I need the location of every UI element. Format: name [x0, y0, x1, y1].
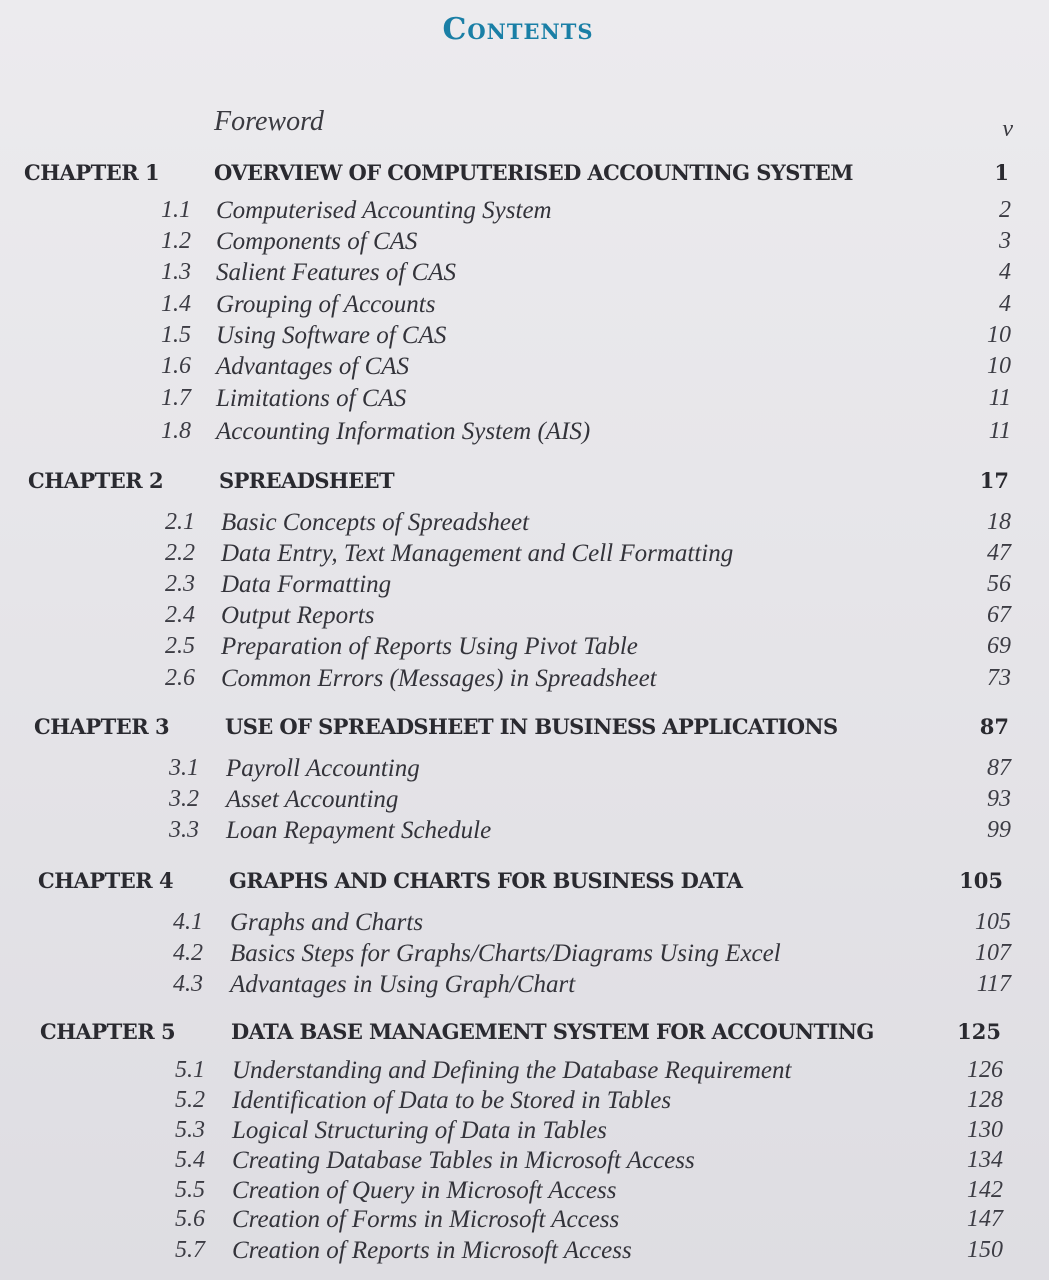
section-title: Identification of Data to be Stored in Tables [232, 1087, 672, 1114]
section-page: 107 [975, 940, 1011, 966]
section-number: 4.2 [173, 940, 203, 966]
page-title: Contents [442, 12, 594, 47]
section-page: 147 [967, 1206, 1003, 1232]
section-number: 1.5 [161, 322, 191, 348]
section-row [0, 385, 1049, 417]
section-number: 3.1 [169, 755, 199, 781]
section-row [0, 571, 1049, 603]
section-title: Output Reports [221, 602, 375, 629]
section-title: Advantages of CAS [216, 353, 410, 380]
chapter-row [0, 468, 1049, 500]
chapter-label: CHAPTER 4 [38, 868, 174, 893]
section-number: 3.3 [169, 817, 199, 843]
section-row [0, 1147, 1049, 1179]
chapter-label: CHAPTER 1 [24, 160, 160, 185]
section-page: 67 [987, 602, 1011, 628]
foreword-page: v [1002, 116, 1013, 142]
section-number: 5.5 [175, 1177, 205, 1203]
section-title: Using Software of CAS [216, 322, 447, 349]
chapter-title: USE OF SPREADSHEET IN BUSINESS APPLICATIONS [225, 714, 838, 739]
section-page: 11 [988, 418, 1011, 444]
section-row [0, 909, 1049, 941]
section-row [0, 1057, 1049, 1089]
section-page: 4 [999, 291, 1011, 317]
chapter-row [0, 1019, 1049, 1051]
chapter-title: DATA BASE MANAGEMENT SYSTEM FOR ACCOUNTING [231, 1019, 874, 1044]
section-row [0, 540, 1049, 572]
section-number: 1.7 [161, 385, 191, 411]
section-page: 150 [967, 1237, 1003, 1263]
section-number: 2.2 [165, 540, 195, 566]
section-page: 3 [999, 228, 1011, 254]
section-title: Computerised Accounting System [216, 197, 552, 224]
section-number: 3.2 [169, 786, 199, 812]
section-number: 2.6 [165, 665, 195, 691]
section-page: 4 [999, 259, 1011, 285]
section-row [0, 786, 1049, 818]
chapter-page: 105 [959, 868, 1003, 893]
section-page: 47 [987, 540, 1011, 566]
section-page: 10 [987, 353, 1011, 379]
section-page: 99 [987, 817, 1011, 843]
section-number: 1.6 [161, 353, 191, 379]
section-row [0, 1237, 1049, 1269]
section-number: 5.4 [175, 1147, 205, 1173]
section-page: 105 [975, 909, 1011, 935]
section-number: 5.6 [175, 1206, 205, 1232]
section-title: Advantages in Using Graph/Chart [230, 971, 576, 998]
chapter-label: CHAPTER 2 [28, 468, 164, 493]
section-title: Understanding and Defining the Database Requirement [232, 1057, 792, 1084]
section-title: Basics Steps for Graphs/Charts/Diagrams Using Excel [230, 940, 781, 967]
section-row [0, 509, 1049, 541]
section-number: 1.2 [161, 228, 191, 254]
section-title: Logical Structuring of Data in Tables [232, 1117, 607, 1144]
section-title: Loan Repayment Schedule [226, 817, 492, 844]
chapter-row [0, 160, 1049, 192]
section-number: 4.3 [173, 971, 203, 997]
section-row [0, 259, 1049, 291]
section-number: 5.7 [175, 1237, 205, 1263]
section-page: 134 [967, 1147, 1003, 1173]
section-page: 11 [988, 385, 1011, 411]
chapter-label: CHAPTER 5 [40, 1019, 176, 1044]
section-page: 117 [976, 971, 1011, 997]
foreword-row [0, 106, 1049, 142]
section-number: 4.1 [173, 909, 203, 935]
section-title: Payroll Accounting [226, 755, 420, 782]
section-title: Common Errors (Messages) in Spreadsheet [221, 665, 657, 692]
section-title: Grouping of Accounts [216, 291, 436, 318]
section-row [0, 817, 1049, 849]
section-title: Data Formatting [221, 571, 392, 598]
chapter-row [0, 868, 1049, 900]
section-title: Graphs and Charts [230, 909, 424, 936]
section-title: Preparation of Reports Using Pivot Table [221, 633, 638, 660]
chapter-row [0, 714, 1049, 746]
section-row [0, 197, 1049, 229]
section-title: Asset Accounting [226, 786, 399, 813]
section-page: 10 [987, 322, 1011, 348]
chapter-label: CHAPTER 3 [34, 714, 170, 739]
section-page: 128 [967, 1087, 1003, 1113]
section-title: Salient Features of CAS [216, 259, 457, 286]
section-number: 5.2 [175, 1087, 205, 1113]
section-number: 5.3 [175, 1117, 205, 1143]
section-row [0, 602, 1049, 634]
section-page: 56 [987, 571, 1011, 597]
section-row [0, 1117, 1049, 1149]
section-row [0, 418, 1049, 450]
section-row [0, 940, 1049, 972]
section-page: 93 [987, 786, 1011, 812]
section-title: Basic Concepts of Spreadsheet [221, 509, 530, 536]
section-page: 126 [967, 1057, 1003, 1083]
section-title: Creation of Forms in Microsoft Access [232, 1206, 620, 1233]
section-page: 18 [987, 509, 1011, 535]
chapter-page: 17 [979, 468, 1009, 493]
section-number: 1.3 [161, 259, 191, 285]
section-title: Creation of Query in Microsoft Access [232, 1177, 617, 1204]
chapter-title: SPREADSHEET [219, 468, 394, 493]
chapter-page: 125 [957, 1019, 1001, 1044]
section-row [0, 228, 1049, 260]
section-row [0, 665, 1049, 697]
section-row [0, 291, 1049, 323]
section-page: 2 [999, 197, 1011, 223]
section-number: 5.1 [175, 1057, 205, 1083]
section-title: Creating Database Tables in Microsoft Access [232, 1147, 695, 1174]
section-number: 1.8 [161, 418, 191, 444]
section-row [0, 1087, 1049, 1119]
chapter-page: 87 [979, 714, 1009, 739]
section-title: Data Entry, Text Management and Cell Formatting [221, 540, 734, 567]
chapter-title: GRAPHS AND CHARTS FOR BUSINESS DATA [229, 868, 743, 893]
section-row [0, 1177, 1049, 1209]
chapter-title: OVERVIEW OF COMPUTERISED ACCOUNTING SYSTEM [214, 160, 853, 185]
section-row [0, 971, 1049, 1003]
section-number: 1.1 [161, 197, 191, 223]
section-row [0, 1206, 1049, 1238]
section-page: 87 [987, 755, 1011, 781]
section-number: 2.1 [165, 509, 195, 535]
section-page: 69 [987, 633, 1011, 659]
chapter-page: 1 [994, 160, 1009, 185]
section-page: 142 [967, 1177, 1003, 1203]
section-number: 2.3 [165, 571, 195, 597]
section-title: Creation of Reports in Microsoft Access [232, 1237, 632, 1264]
foreword-label: Foreword [214, 106, 324, 137]
section-title: Components of CAS [216, 228, 418, 255]
section-row [0, 322, 1049, 354]
section-number: 2.4 [165, 602, 195, 628]
section-page: 130 [967, 1117, 1003, 1143]
section-row [0, 353, 1049, 385]
section-page: 73 [987, 665, 1011, 691]
section-number: 1.4 [161, 291, 191, 317]
section-title: Accounting Information System (AIS) [216, 418, 591, 445]
section-title: Limitations of CAS [216, 385, 407, 412]
section-row [0, 633, 1049, 665]
section-row [0, 755, 1049, 787]
section-number: 2.5 [165, 633, 195, 659]
